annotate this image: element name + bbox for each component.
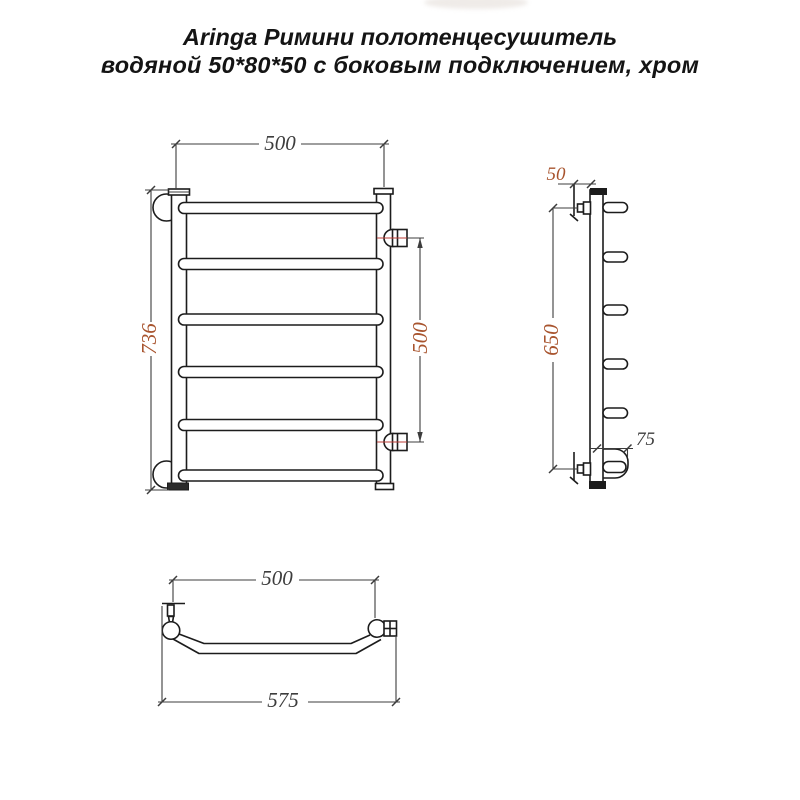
rung-bar bbox=[179, 367, 384, 378]
rung-bar bbox=[179, 203, 384, 214]
title-line-2: водяной 50*80*50 с боковым подключением, хром bbox=[100, 51, 700, 78]
bottom-left-bracket bbox=[162, 604, 185, 623]
side-collector-tube bbox=[590, 190, 603, 486]
side-rung bbox=[603, 359, 628, 369]
front-dim-connection bbox=[407, 238, 432, 442]
side-dim-height-label: 650 bbox=[539, 324, 563, 356]
arrowhead-down bbox=[417, 432, 422, 442]
front-dim-width-label: 500 bbox=[264, 131, 296, 155]
drawing-title bbox=[0, 24, 800, 79]
rung-bar bbox=[179, 470, 384, 481]
bottom-right-tube-section bbox=[368, 620, 386, 638]
side-top-cap bbox=[590, 188, 607, 195]
left-tube-bottom-cap bbox=[168, 483, 189, 490]
front-dim-width bbox=[171, 131, 389, 189]
bottom-view bbox=[158, 566, 400, 712]
front-view bbox=[137, 131, 432, 494]
side-dim-wall-offset bbox=[547, 164, 597, 188]
front-dim-height bbox=[137, 186, 169, 494]
side-dim-height bbox=[539, 204, 578, 473]
bottom-left-tube-section bbox=[162, 622, 180, 640]
side-bracket-top bbox=[570, 184, 591, 221]
side-dim-bottom-depth-label: 75 bbox=[636, 429, 655, 450]
arrowhead-up bbox=[417, 238, 422, 248]
bottom-bar-inner-edge bbox=[173, 639, 381, 654]
right-tube-bottom-cap bbox=[376, 484, 394, 490]
rung-bar bbox=[179, 420, 384, 431]
bottom-dim-overall-width bbox=[158, 606, 400, 712]
title-line-1: Aringa Римини полотенцесушитель bbox=[182, 24, 618, 50]
side-rung-bottom bbox=[603, 462, 626, 473]
bottom-dim-axis-width bbox=[169, 566, 379, 618]
side-dim-wall-offset-label: 50 bbox=[546, 164, 566, 185]
rung-bar bbox=[179, 259, 384, 270]
side-view bbox=[539, 164, 655, 489]
front-dim-connection-label: 500 bbox=[408, 322, 432, 354]
side-rung bbox=[603, 203, 628, 213]
side-rung bbox=[603, 305, 628, 315]
side-bracket-bottom bbox=[570, 452, 591, 484]
left-collector-tube bbox=[172, 194, 187, 484]
bottom-connection-fitting bbox=[384, 621, 397, 636]
bottom-bar-outer-edge bbox=[179, 634, 370, 644]
side-bottom-cap bbox=[589, 481, 606, 489]
side-rung bbox=[603, 252, 628, 262]
side-rung bbox=[603, 408, 628, 418]
front-dim-height-label: 736 bbox=[137, 323, 161, 355]
bottom-dim-overall-width-label: 575 bbox=[267, 688, 299, 712]
rung-bar bbox=[179, 314, 384, 325]
bottom-dim-axis-width-label: 500 bbox=[261, 566, 293, 590]
right-tube-top-cap bbox=[374, 189, 393, 195]
